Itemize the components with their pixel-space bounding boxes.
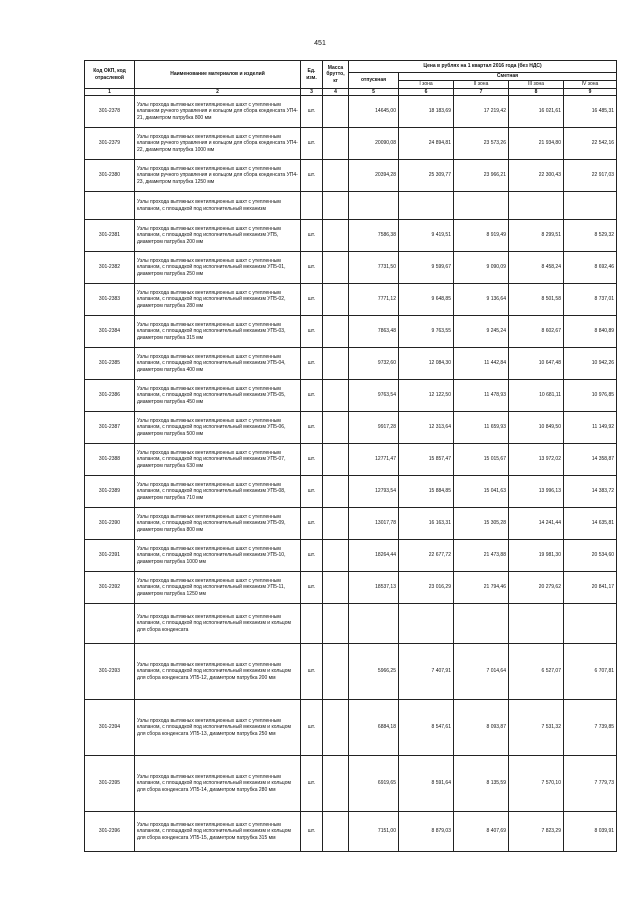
row-zone1-price: 9 648,85: [399, 284, 454, 316]
row-name: Узлы прохода вытяжных вентиляционных шахт с утепленным клапаном, с площадкой под исполнительный механизм УП5-01, диаметром патрубка 250 мм: [135, 252, 301, 284]
row-zone3-price: 8 458,24: [509, 252, 564, 284]
row-zone1-price: 23 016,29: [399, 572, 454, 604]
row-name: Узлы прохода вытяжных вентиляционных шахт с утепленным клапаном ручного управления и кольцом для сбора конденсата УП4-23, диаметром патрубка 1250 мм: [135, 160, 301, 192]
row-zone3-price: 10 849,50: [509, 412, 564, 444]
row-release-price: 5966,25: [349, 644, 399, 700]
row-unit: шт.: [301, 572, 323, 604]
row-mass: [323, 96, 349, 128]
row-unit: шт.: [301, 644, 323, 700]
row-release-price: 14645,00: [349, 96, 399, 128]
row-zone3-price: [509, 604, 564, 644]
row-zone1-price: 8 547,61: [399, 700, 454, 756]
column-number: 3: [301, 89, 323, 96]
row-code: [85, 604, 135, 644]
row-zone3-price: 10 647,48: [509, 348, 564, 380]
row-unit: [301, 604, 323, 644]
column-number: 9: [564, 89, 617, 96]
row-release-price: [349, 604, 399, 644]
row-name: Узлы прохода вытяжных вентиляционных шахт с утепленным клапаном, с площадкой под исполнительный механизм: [135, 192, 301, 220]
row-code: 301-2385: [85, 348, 135, 380]
row-zone1-price: 7 407,91: [399, 644, 454, 700]
column-number: 4: [323, 89, 349, 96]
row-zone3-price: 22 300,43: [509, 160, 564, 192]
row-mass: [323, 476, 349, 508]
column-number: 1: [85, 89, 135, 96]
row-zone2-price: 21 794,46: [454, 572, 509, 604]
row-release-price: 9732,60: [349, 348, 399, 380]
price-table: [84, 60, 617, 852]
row-zone1-price: 18 183,69: [399, 96, 454, 128]
table-row: [85, 572, 617, 604]
row-zone1-price: 12 313,64: [399, 412, 454, 444]
group-heading-row: [85, 604, 617, 644]
row-zone3-price: 8 299,51: [509, 220, 564, 252]
row-name: Узлы прохода вытяжных вентиляционных шахт с утепленным клапаном, с площадкой под исполнительный механизм УП5-07, диаметром патрубка 630 мм: [135, 444, 301, 476]
row-release-price: 20090,08: [349, 128, 399, 160]
row-code: 301-2391: [85, 540, 135, 572]
column-number: 8: [509, 89, 564, 96]
row-zone4-price: 22 917,03: [564, 160, 617, 192]
table-row: [85, 540, 617, 572]
row-zone4-price: 14 635,81: [564, 508, 617, 540]
column-number-row: [85, 89, 617, 96]
row-zone3-price: 7 531,32: [509, 700, 564, 756]
row-zone2-price: 8 919,49: [454, 220, 509, 252]
table-row: [85, 508, 617, 540]
row-code: 301-2396: [85, 812, 135, 852]
row-zone3-price: 10 681,11: [509, 380, 564, 412]
row-code: 301-2388: [85, 444, 135, 476]
row-zone1-price: 12 122,50: [399, 380, 454, 412]
table-row: [85, 220, 617, 252]
row-zone1-price: 9 599,67: [399, 252, 454, 284]
row-unit: шт.: [301, 756, 323, 812]
row-name: Узлы прохода вытяжных вентиляционных шахт с утепленным клапаном, с площадкой под исполнительный механизм и кольцом для сбора конденсата УП5-12, диаметром патрубка 200 мм: [135, 644, 301, 700]
row-zone1-price: 24 894,81: [399, 128, 454, 160]
row-zone2-price: 15 041,63: [454, 476, 509, 508]
row-unit: шт.: [301, 160, 323, 192]
row-zone1-price: 22 677,72: [399, 540, 454, 572]
row-mass: [323, 644, 349, 700]
header-zone1: I зона: [399, 81, 454, 89]
row-zone1-price: 16 163,31: [399, 508, 454, 540]
row-name: Узлы прохода вытяжных вентиляционных шахт с утепленным клапаном, с площадкой под исполнительный механизм и кольцом для сбора конденсата УП5-13, диаметром патрубка 250 мм: [135, 700, 301, 756]
row-code: 301-2382: [85, 252, 135, 284]
row-zone1-price: [399, 604, 454, 644]
row-code: 301-2393: [85, 644, 135, 700]
table-row: [85, 252, 617, 284]
row-code: 301-2378: [85, 96, 135, 128]
row-zone3-price: 14 241,44: [509, 508, 564, 540]
row-zone2-price: [454, 604, 509, 644]
row-mass: [323, 604, 349, 644]
row-mass: [323, 508, 349, 540]
row-zone4-price: 11 149,92: [564, 412, 617, 444]
row-release-price: 18264,44: [349, 540, 399, 572]
header-zone2: II зона: [454, 81, 509, 89]
row-unit: шт.: [301, 252, 323, 284]
row-release-price: [349, 192, 399, 220]
row-name: Узлы прохода вытяжных вентиляционных шахт с утепленным клапаном, с площадкой под исполнительный механизм УП5-05, диаметром патрубка 450 мм: [135, 380, 301, 412]
header-zone3: III зона: [509, 81, 564, 89]
row-zone1-price: 15 884,85: [399, 476, 454, 508]
row-zone4-price: 8 039,91: [564, 812, 617, 852]
row-name: Узлы прохода вытяжных вентиляционных шахт с утепленным клапаном, с площадкой под исполнительный механизм УП5-06, диаметром патрубка 500 мм: [135, 412, 301, 444]
row-zone1-price: 9 419,51: [399, 220, 454, 252]
header-name: Наименование материалов и изделий: [135, 61, 301, 89]
row-name: Узлы прохода вытяжных вентиляционных шахт с утепленным клапаном, с площадкой под исполнительный механизм и кольцом для сбора конденсата УП5-15, диаметром патрубка 315 мм: [135, 812, 301, 852]
row-mass: [323, 444, 349, 476]
header-release: отпускная: [349, 73, 399, 89]
row-zone4-price: 14 383,72: [564, 476, 617, 508]
table-row: [85, 128, 617, 160]
column-number: 5: [349, 89, 399, 96]
row-zone4-price: 8 840,89: [564, 316, 617, 348]
row-zone2-price: 15 305,28: [454, 508, 509, 540]
page-number: 451: [314, 40, 326, 47]
row-zone4-price: [564, 192, 617, 220]
row-code: 301-2390: [85, 508, 135, 540]
row-zone2-price: 23 573,26: [454, 128, 509, 160]
row-unit: шт.: [301, 412, 323, 444]
row-code: [85, 192, 135, 220]
row-name: Узлы прохода вытяжных вентиляционных шахт с утепленным клапаном, с площадкой под исполнительный механизм УП5-08, диаметром патрубка 710 мм: [135, 476, 301, 508]
row-zone3-price: 8 602,67: [509, 316, 564, 348]
row-unit: шт.: [301, 284, 323, 316]
row-unit: шт.: [301, 96, 323, 128]
row-zone4-price: 20 534,60: [564, 540, 617, 572]
row-zone2-price: 15 015,67: [454, 444, 509, 476]
row-mass: [323, 380, 349, 412]
group-heading-row: [85, 192, 617, 220]
row-zone3-price: [509, 192, 564, 220]
row-mass: [323, 540, 349, 572]
row-code: 301-2394: [85, 700, 135, 756]
row-zone3-price: 13 972,02: [509, 444, 564, 476]
row-unit: [301, 192, 323, 220]
row-zone1-price: [399, 192, 454, 220]
column-number: 7: [454, 89, 509, 96]
row-release-price: 7771,12: [349, 284, 399, 316]
row-unit: шт.: [301, 812, 323, 852]
row-zone3-price: 16 021,61: [509, 96, 564, 128]
column-number: 6: [399, 89, 454, 96]
row-zone1-price: 8 591,64: [399, 756, 454, 812]
row-mass: [323, 160, 349, 192]
row-zone1-price: 25 309,77: [399, 160, 454, 192]
table-row: [85, 812, 617, 852]
row-mass: [323, 316, 349, 348]
row-release-price: 9763,54: [349, 380, 399, 412]
row-unit: шт.: [301, 380, 323, 412]
table-row: [85, 284, 617, 316]
header-zone4: IV зона: [564, 81, 617, 89]
header-unit: Ед. изм.: [301, 61, 323, 89]
row-code: 301-2395: [85, 756, 135, 812]
row-mass: [323, 348, 349, 380]
row-mass: [323, 252, 349, 284]
row-mass: [323, 756, 349, 812]
row-zone1-price: 15 857,47: [399, 444, 454, 476]
row-zone1-price: 8 879,03: [399, 812, 454, 852]
row-name: Узлы прохода вытяжных вентиляционных шахт с утепленным клапаном, с площадкой под исполнительный механизм и кольцом для сбора конденсата: [135, 604, 301, 644]
row-mass: [323, 192, 349, 220]
row-zone3-price: 6 527,07: [509, 644, 564, 700]
header-mass: Масса брутто, кг: [323, 61, 349, 89]
table-row: [85, 700, 617, 756]
row-release-price: 7731,50: [349, 252, 399, 284]
row-mass: [323, 572, 349, 604]
row-name: Узлы прохода вытяжных вентиляционных шахт с утепленным клапаном, с площадкой под исполнительный механизм УП5-10, диаметром патрубка 1000 мм: [135, 540, 301, 572]
row-name: Узлы прохода вытяжных вентиляционных шахт с утепленным клапаном, с площадкой под исполнительный механизм УП5-03, диаметром патрубка 315 мм: [135, 316, 301, 348]
row-zone2-price: 7 014,64: [454, 644, 509, 700]
row-unit: шт.: [301, 220, 323, 252]
row-unit: шт.: [301, 540, 323, 572]
row-zone4-price: 10 942,26: [564, 348, 617, 380]
row-name: Узлы прохода вытяжных вентиляционных шахт с утепленным клапаном, с площадкой под исполнительный механизм УП5-02, диаметром патрубка 280 мм: [135, 284, 301, 316]
row-zone4-price: 8 692,46: [564, 252, 617, 284]
row-zone2-price: 11 442,84: [454, 348, 509, 380]
row-mass: [323, 812, 349, 852]
row-code: 301-2379: [85, 128, 135, 160]
row-zone4-price: 6 707,81: [564, 644, 617, 700]
row-zone2-price: 8 135,59: [454, 756, 509, 812]
row-unit: шт.: [301, 700, 323, 756]
row-zone3-price: 19 981,30: [509, 540, 564, 572]
row-code: 301-2387: [85, 412, 135, 444]
row-zone4-price: 7 739,85: [564, 700, 617, 756]
row-zone3-price: 7 570,10: [509, 756, 564, 812]
row-zone4-price: 7 779,73: [564, 756, 617, 812]
row-release-price: 12793,54: [349, 476, 399, 508]
table-row: [85, 756, 617, 812]
table-row: [85, 644, 617, 700]
row-zone2-price: 8 093,87: [454, 700, 509, 756]
row-zone3-price: 21 934,80: [509, 128, 564, 160]
row-zone2-price: 9 245,24: [454, 316, 509, 348]
row-name: Узлы прохода вытяжных вентиляционных шахт с утепленным клапаном ручного управления и кольцом для сбора конденсата УП4-22, диаметром патрубка 1000 мм: [135, 128, 301, 160]
row-zone2-price: 17 219,42: [454, 96, 509, 128]
row-zone4-price: 14 358,87: [564, 444, 617, 476]
row-unit: шт.: [301, 508, 323, 540]
row-release-price: 7586,38: [349, 220, 399, 252]
table-row: [85, 316, 617, 348]
row-mass: [323, 220, 349, 252]
row-mass: [323, 700, 349, 756]
table-body: [85, 96, 617, 852]
table-row: [85, 160, 617, 192]
row-mass: [323, 412, 349, 444]
row-release-price: 12771,47: [349, 444, 399, 476]
table-row: [85, 96, 617, 128]
row-zone2-price: 9 136,64: [454, 284, 509, 316]
row-zone2-price: [454, 192, 509, 220]
row-zone2-price: 21 473,88: [454, 540, 509, 572]
header-estimate: Сметная: [399, 73, 617, 81]
row-unit: шт.: [301, 316, 323, 348]
row-release-price: 6884,18: [349, 700, 399, 756]
row-zone4-price: 16 485,31: [564, 96, 617, 128]
row-unit: шт.: [301, 444, 323, 476]
row-code: 301-2380: [85, 160, 135, 192]
row-zone2-price: 11 478,93: [454, 380, 509, 412]
header-price-title: Цена в рублях на 1 квартал 2016 года (без НДС): [349, 61, 617, 73]
row-release-price: 20394,28: [349, 160, 399, 192]
row-zone2-price: 23 966,21: [454, 160, 509, 192]
row-name: Узлы прохода вытяжных вентиляционных шахт с утепленным клапаном, с площадкой под исполнительный механизм УП5-11, диаметром патрубка 1250 мм: [135, 572, 301, 604]
row-name: Узлы прохода вытяжных вентиляционных шахт с утепленным клапаном ручного управления и кольцом для сбора конденсата УП4-21, диаметром патрубка 800 мм: [135, 96, 301, 128]
row-unit: шт.: [301, 348, 323, 380]
row-code: 301-2381: [85, 220, 135, 252]
row-unit: шт.: [301, 476, 323, 508]
row-zone3-price: 7 823,29: [509, 812, 564, 852]
row-zone2-price: 11 659,93: [454, 412, 509, 444]
row-zone1-price: 9 763,55: [399, 316, 454, 348]
row-zone3-price: 20 279,62: [509, 572, 564, 604]
row-release-price: 7863,48: [349, 316, 399, 348]
row-zone4-price: 8 737,01: [564, 284, 617, 316]
row-zone2-price: 9 090,09: [454, 252, 509, 284]
row-unit: шт.: [301, 128, 323, 160]
row-release-price: 18537,13: [349, 572, 399, 604]
table-row: [85, 476, 617, 508]
row-name: Узлы прохода вытяжных вентиляционных шахт с утепленным клапаном, с площадкой под исполнительный механизм УП5-09, диаметром патрубка 800 мм: [135, 508, 301, 540]
row-zone3-price: 8 501,58: [509, 284, 564, 316]
row-zone4-price: 22 542,16: [564, 128, 617, 160]
row-release-price: 6919,65: [349, 756, 399, 812]
row-code: 301-2383: [85, 284, 135, 316]
row-zone4-price: 8 529,32: [564, 220, 617, 252]
row-zone4-price: 20 841,17: [564, 572, 617, 604]
row-zone3-price: 13 996,13: [509, 476, 564, 508]
table-row: [85, 444, 617, 476]
table-row: [85, 412, 617, 444]
row-code: 301-2392: [85, 572, 135, 604]
table-row: [85, 380, 617, 412]
row-release-price: 7151,00: [349, 812, 399, 852]
row-mass: [323, 284, 349, 316]
row-mass: [323, 128, 349, 160]
row-zone4-price: [564, 604, 617, 644]
row-name: Узлы прохода вытяжных вентиляционных шахт с утепленным клапаном, с площадкой под исполнительный механизм УП5-04, диаметром патрубка 400 мм: [135, 348, 301, 380]
row-code: 301-2384: [85, 316, 135, 348]
row-zone2-price: 8 407,69: [454, 812, 509, 852]
row-code: 301-2389: [85, 476, 135, 508]
row-name: Узлы прохода вытяжных вентиляционных шахт с утепленным клапаном, с площадкой под исполнительный механизм и кольцом для сбора конденсата УП5-14, диаметром патрубка 280 мм: [135, 756, 301, 812]
row-code: 301-2386: [85, 380, 135, 412]
column-number: 2: [135, 89, 301, 96]
table-row: [85, 348, 617, 380]
row-release-price: 13017,78: [349, 508, 399, 540]
row-zone1-price: 12 084,30: [399, 348, 454, 380]
row-release-price: 9917,28: [349, 412, 399, 444]
row-zone4-price: 10 976,85: [564, 380, 617, 412]
row-name: Узлы прохода вытяжных вентиляционных шахт с утепленным клапаном, с площадкой под исполнительный механизм УП5, диаметром патрубка 200 мм: [135, 220, 301, 252]
header-code: Код ОКП, код отраслевой: [85, 61, 135, 89]
